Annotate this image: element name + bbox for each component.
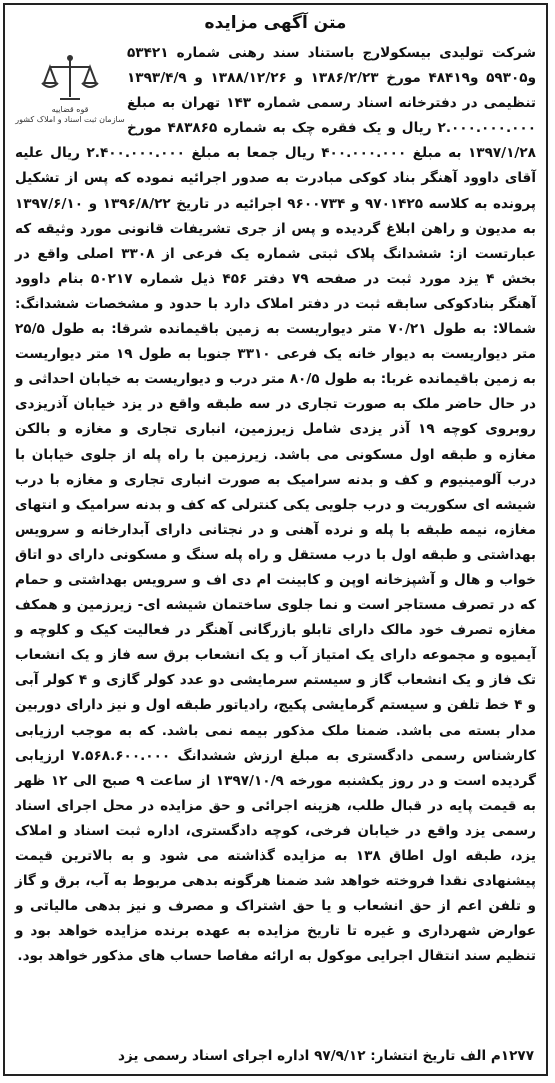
notice-body [15, 41, 536, 969]
notice-title: متن آگهی مزایده [204, 13, 347, 33]
notice-body-text: شرکت تولیدی بیسکولارج باستناد سند رهنی شماره ۵۳۴۲۱ و۵۹۳۰۵ و۴۸۴۱۹ مورخ ۱۳۸۶/۲/۲۳ و ۱۳۸۸/۱۲/۲۶ و ۱۳۹۳/۴/۹ تنظیمی در دفترخانه اسناد رسمی شماره ۱۴۳ تهران به مبلغ ۲.۰۰۰.۰۰۰.۰۰۰ ریال و یک فقره چک به شماره ۴۸۳۸۶۵ مورخ ۱۳۹۷/۱/۲۸ به مبلغ ۴۰۰.۰۰۰.۰۰۰ ریال جمعا به مبلغ ۲.۴۰۰.۰۰۰.۰۰۰ ریال علیه آقای داوود آهنگر بناد کوکی مبادرت به صدور اجرائیه نموده که پس از تشکیل پرونده به کلاسه ۹۷۰۱۴۲۵ و ۹۶۰۰۷۳۴ اجرائیه در تاریخ ۱۳۹۶/۸/۲۲ و ۱۳۹۷/۶/۱۰ به مدیون و راهن ابلاغ گردیده و پس از جری تشریفات قانونی مورد وثیقه که عبارتست از: ششدانگ پلاک ثبتی شماره یک فرعی از ۳۳۰۸ اصلی واقع در بخش ۴ یزد مورد ثبت در صفحه ۷۹ دفتر ۴۵۶ ذیل شماره ۵۰۲۱۷ بنام داوود آهنگر بنادکوکی سابقه ثبت در دفتر املاک دارد با حدود و مشخصات ششدانگ: شمالا: به طول ۷۰/۲۱ متر دیواریست به زمین باقیمانده شرقا: به طول ۲۵/۵ متر دیواریست به دیوار خانه یک فرعی ۳۳۱۰ جنوبا به طول ۱۹ متر دیواریست به زمین باقیمانده غربا: به طول ۸۰/۵ متر درب و دیواریست به خیابان احداثی و در حال حاضر ملک به صورت تجاری در سه طبقه واقع در یزد خیابان آذریزدی روبروی کوچه ۱۹ آذر یزدی شامل زیرزمین، انباری تجاری و مغازه و بالکن مغازه و طبقه اول مسکونی می باشد. زیرزمین با راه پله از جلوی خیابان با درب آلومینیوم و کف و بدنه سرامیک به صورت انباری تجاری و مغازه با درب شیشه ای سکوریت و درب جلویی یکی کنترلی که کف و بدنه سرامیک و انتهای مغازه، نیمه طبقه با پله و نرده آهنی و در نجتانی دارای آبدارخانه و سرویس بهداشتی و طبقه اول با درب مستقل و راه پله سنگ و مسکونی دارای دو اتاق خواب و هال و آشپزخانه اوپن و کابینت ام دی اف و سرویس بهداشتی و حمام که در تصرف مستاجر است و نما جلوی ساختمان شیشه ای- زیرزمین و همکف مغازه تصرف خود مالک دارای تابلو بازرگانی آهنگر در فعالیت کیک و کلوچه و آیمیوه و مجموعه دارای یک امتیاز آب و یک انشعاب برق سه فاز و یک انشعاب تک فاز و یک انشعاب گاز و سیستم سرمایشی دو عدد کولر گازی و ۴ کولر آبی و ۴ خط تلفن و سیستم گرمایشی پکیج، رادیاتور طبقه اول و نیز دارای دوربین مدار بسته می باشد. ضمنا ملک مذکور بیمه نمی باشد. که به موجب ارزیابی کارشناس رسمی دادگستری به مبلغ ارزش ششدانگ ۷.۵۶۸.۶۰۰.۰۰۰ ارزیابی گردیده است و در روز یکشنبه مورخه ۱۳۹۷/۱۰/۹ از ساعت ۹ صبح الی ۱۲ ظهر به قیمت پایه در قبال طلب، هزینه اجرائی و حق مزایده در محل اجرای اسناد رسمی یزد واقع در خیابان فرخی، کوچه دادگستری، اداره ثبت اسناد و املاک یزد، طبقه اول اطاق ۱۳۸ به مزایده گذاشته می شود و به بالاترین قیمت پیشنهادی نقدا فروخته خواهد شد ضمنا هرگونه بدهی مربوط به آب، برق و گاز و تلفن اعم از حق انشعاب و یا حق اشتراک و مصرف و نیز بدهی مالیاتی و عوارض شهرداری و غیره تا تاریخ مزایده به عهده برنده مزایده خواهد بود و تنظیم سند انتقال اجرایی موکول به ارائه مفاصا حساب های مذکور خواهد بود. [15, 45, 537, 965]
notice-frame [3, 3, 548, 1076]
emblem-caption-registry: سازمان ثبت اسناد و املاک کشور [15, 115, 125, 124]
notice-footer: ۱۲۷۷م الف تاریخ انتشار: ۹۷/۹/۱۲ اداره اجرای اسناد رسمی یزد [117, 1048, 534, 1064]
emblem-caption-judiciary: قوه قضاییه [51, 105, 89, 114]
